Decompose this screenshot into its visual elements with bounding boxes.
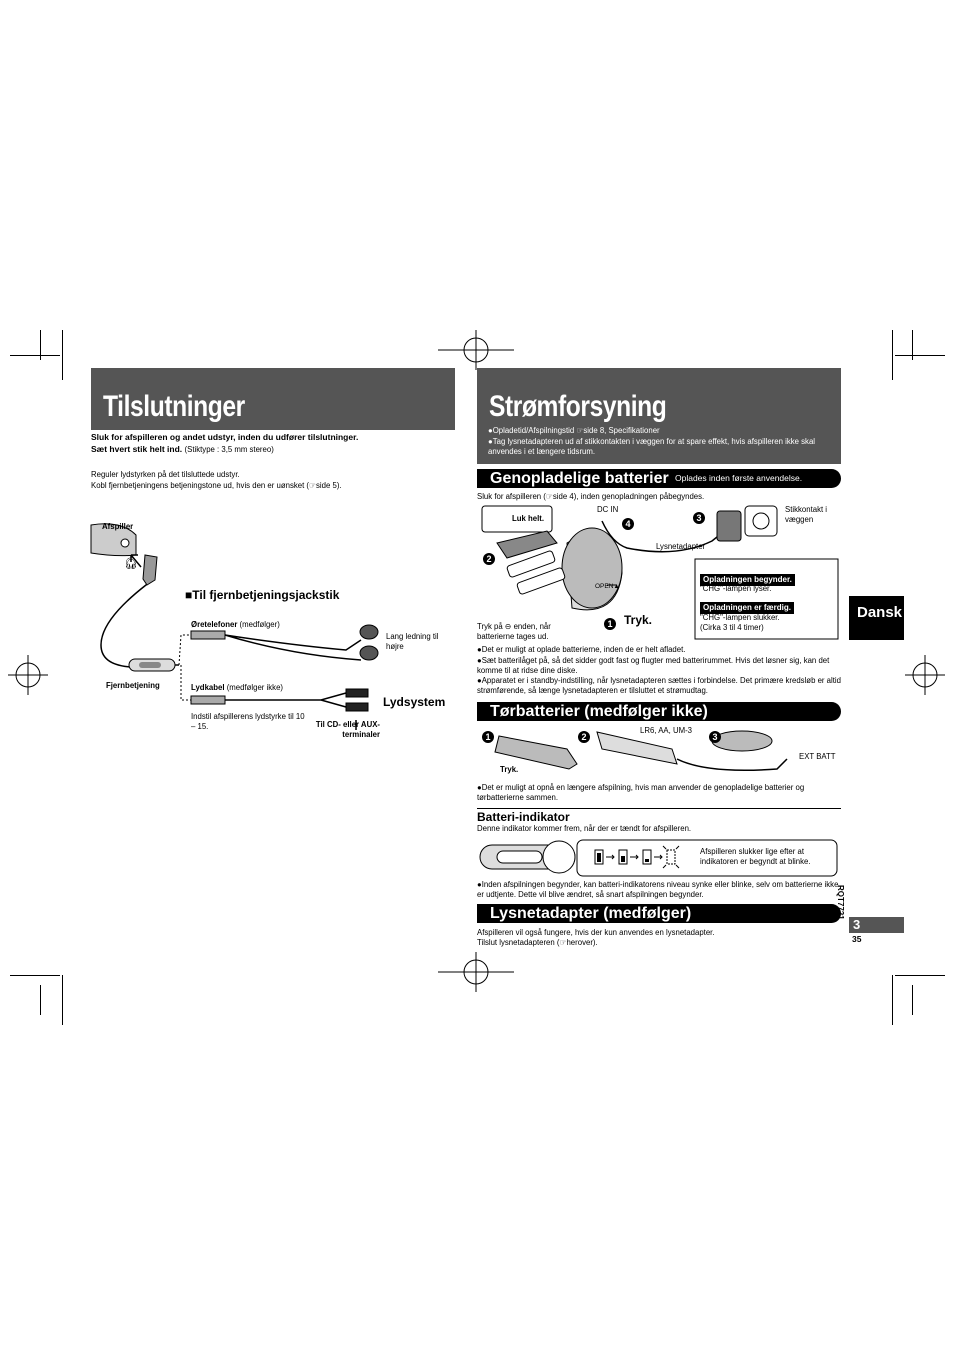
- batt-off-note: Afspilleren slukker lige efter at indikatoren er begyndt at blinke.: [700, 847, 811, 866]
- audio-cord: [225, 693, 346, 707]
- turn-off-note: Sluk for afspilleren (☞side 4), inden genopladningen påbegyndes.: [477, 492, 705, 501]
- earphone-cord: [225, 635, 361, 660]
- step-4-badge: 4: [622, 514, 634, 532]
- section-ac-adaptor: [477, 904, 841, 923]
- section-adaptor-title: Lysnetadapter (medfølger): [490, 905, 692, 922]
- chg-off: "CHG"-lampen slukker.: [700, 613, 780, 622]
- dash-link: [179, 635, 191, 700]
- close-fully-label: Luk helt.: [512, 514, 545, 523]
- rb-bullet-1: ●Det er muligt at oplade batterierne, inden de er helt afladet.: [477, 645, 686, 654]
- step-2-badge: 2: [483, 549, 495, 567]
- left-title-bar: [91, 368, 455, 430]
- open-label: OPEN▲: [595, 583, 620, 590]
- registration-mark-left: [8, 655, 48, 695]
- intro-plug: (Stiktype : 3,5 mm stereo): [184, 445, 274, 454]
- jack-circle: [121, 539, 129, 547]
- dry-step-1: 1: [482, 727, 494, 745]
- press-label: Tryk.: [624, 613, 653, 627]
- chg-lights: "CHG"-lampen lyser.: [700, 584, 772, 593]
- zoom-circle: [543, 841, 575, 873]
- page-section-box: [849, 917, 904, 933]
- intro-line4: Kobl fjernbetjeningens betjeningstone ud, hvis den er uønsket (☞side 5).: [91, 481, 342, 490]
- right-title-bar: [477, 368, 841, 464]
- volume-note: Indstil afspillerens lydstyrke til 10 – 15.: [191, 712, 305, 731]
- registration-mark-bottom: [438, 952, 514, 992]
- adaptor-label: Lysnetadapter: [656, 542, 706, 551]
- rca-plug-2: [346, 703, 368, 711]
- headphone-icon: 🎧︎: [124, 558, 138, 570]
- step-3-badge: 3: [693, 508, 705, 526]
- press-on-note: Tryk på ⊖ enden, når batterierne tages ud.: [477, 622, 551, 641]
- wall-socket-label: Stikkontakt i væggen: [785, 505, 828, 524]
- batt-indicator-desc: Denne indikator kommer frem, når der er tændt for afspilleren.: [477, 824, 692, 833]
- rb-bullet-2: ●Sæt batterilåget på, så det sidder godt fast og flugter med batterirummet. Hvis det løsner sig, kan det komme til at ridse dine diske.: [477, 656, 830, 675]
- section-dry-title: Tørbatterier (medfølger ikke): [490, 703, 708, 720]
- page-title-stromforsyning: Strømforsyning: [489, 390, 667, 423]
- earbud-2: [360, 646, 378, 660]
- dry-step-3: 3: [709, 727, 721, 745]
- long-cord: Lang ledning til højre: [386, 632, 439, 651]
- section-dry-batteries: [477, 702, 841, 721]
- audio-cable-note: (medfølger ikke): [226, 683, 284, 692]
- section-rechargeable-note: Oplades inden første anvendelse.: [675, 473, 803, 483]
- model-code: RQT7721: [836, 885, 845, 920]
- earphones-label: [191, 620, 280, 630]
- charging-starts-label: Opladningen begynder.: [700, 569, 795, 587]
- intro-line3: Reguler lydstyrken på det tilsluttede udstyr.: [91, 470, 240, 479]
- adaptor-body: [717, 511, 741, 541]
- registration-mark-top: [438, 330, 514, 370]
- remote-label: Fjernbetjening: [106, 681, 160, 690]
- cd-aux-label: Til CD- eller AUX-terminaler: [315, 720, 380, 739]
- pack-cord: [677, 759, 787, 770]
- step-1-badge: 1: [604, 614, 616, 632]
- dry-note: ●Det er muligt at opnå en længere afspilning, hvis man anvender de genopladelige batterier og tørbatterierne sammen.: [477, 783, 805, 802]
- page-title-tilslutninger: Tilslutninger: [103, 390, 245, 423]
- player-dry: [712, 731, 772, 751]
- language-tab: [849, 596, 904, 640]
- ext-batt-label: EXT BATT: [799, 752, 836, 761]
- battery-pack-open: [597, 732, 677, 764]
- heading-remote-jack: ■Til fjernbetjeningsjackstik: [185, 588, 340, 602]
- intro-bold: Sluk for afspilleren og andet udstyr, inden du udfører tilslutninger.: [91, 432, 359, 442]
- adaptor-line1: Afspilleren vil også fungere, hvis der kun anvendes en lysnetadapter.: [477, 928, 715, 937]
- language-tab-label: Dansk: [857, 604, 903, 621]
- title-bullet-1: ●Opladetid/Afspilningstid ☞side 8, Specifikationer: [488, 426, 660, 435]
- wall-socket: [745, 506, 777, 536]
- adaptor-line2: Tilslut lysnetadapteren (☞herover).: [477, 938, 598, 947]
- intro-line2: [91, 444, 461, 455]
- dc-in-label: DC IN: [597, 505, 619, 514]
- dry-press: Tryk.: [500, 765, 519, 774]
- earbud-1: [360, 625, 378, 639]
- battery-types: LR6, AA, UM-3: [640, 726, 692, 735]
- remote-slider: [139, 662, 161, 668]
- section-rechargeable: [477, 469, 841, 488]
- approx-time: (Cirka 3 til 4 timer): [700, 623, 764, 632]
- title-bullet-2: ●Tag lysnetadapteren ud af stikkontakten i væggen for at spare effekt, hvis afspilleren ikke skal anvendes i et længere tidsrum.: [488, 437, 816, 456]
- rca-plug-1: [346, 689, 368, 697]
- earphones-bold: Øretelefoner: [191, 620, 238, 629]
- divider: [477, 808, 841, 809]
- sound-system-label: Lydsystem: [383, 695, 446, 709]
- batt-note: ●Inden afspilningen begynder, kan batteri-indikatorens niveau synke eller blinke, selv om batterierne ikke er udtjente. Dette vil blive ændret, så snart afspilningen begynder.: [477, 880, 839, 899]
- label-player: Afspiller: [102, 522, 134, 531]
- earphone-plug: [191, 631, 225, 639]
- charging-done-label: Opladningen er færdig.: [700, 597, 794, 615]
- intro-bold2: Sæt hvert stik helt ind.: [91, 444, 183, 454]
- audio-cable-bold: Lydkabel: [191, 683, 225, 692]
- remote-display: [497, 851, 542, 863]
- earphones-note: (medfølger): [239, 620, 280, 629]
- page-section: 3: [853, 917, 861, 932]
- rb-bullet-3: ●Apparatet er i standby-indstilling, når lysnetadapteren sættes i forbindelse. Det primære kredsløb er altid strømførende, så længe lysnetadapteren er tilsluttet et strømudtag.: [477, 676, 841, 695]
- batt-indicator-heading: Batteri-indikator: [477, 810, 570, 824]
- page-number: 35: [852, 934, 862, 944]
- player-top: [562, 528, 622, 608]
- plug-body: [143, 555, 157, 585]
- registration-mark-right: [905, 655, 945, 695]
- audio-plug: [191, 696, 225, 704]
- audio-cable-label: [191, 683, 283, 693]
- section-rechargeable-title: Genopladelige batterier: [490, 470, 669, 487]
- dry-step-2: 2: [578, 727, 590, 745]
